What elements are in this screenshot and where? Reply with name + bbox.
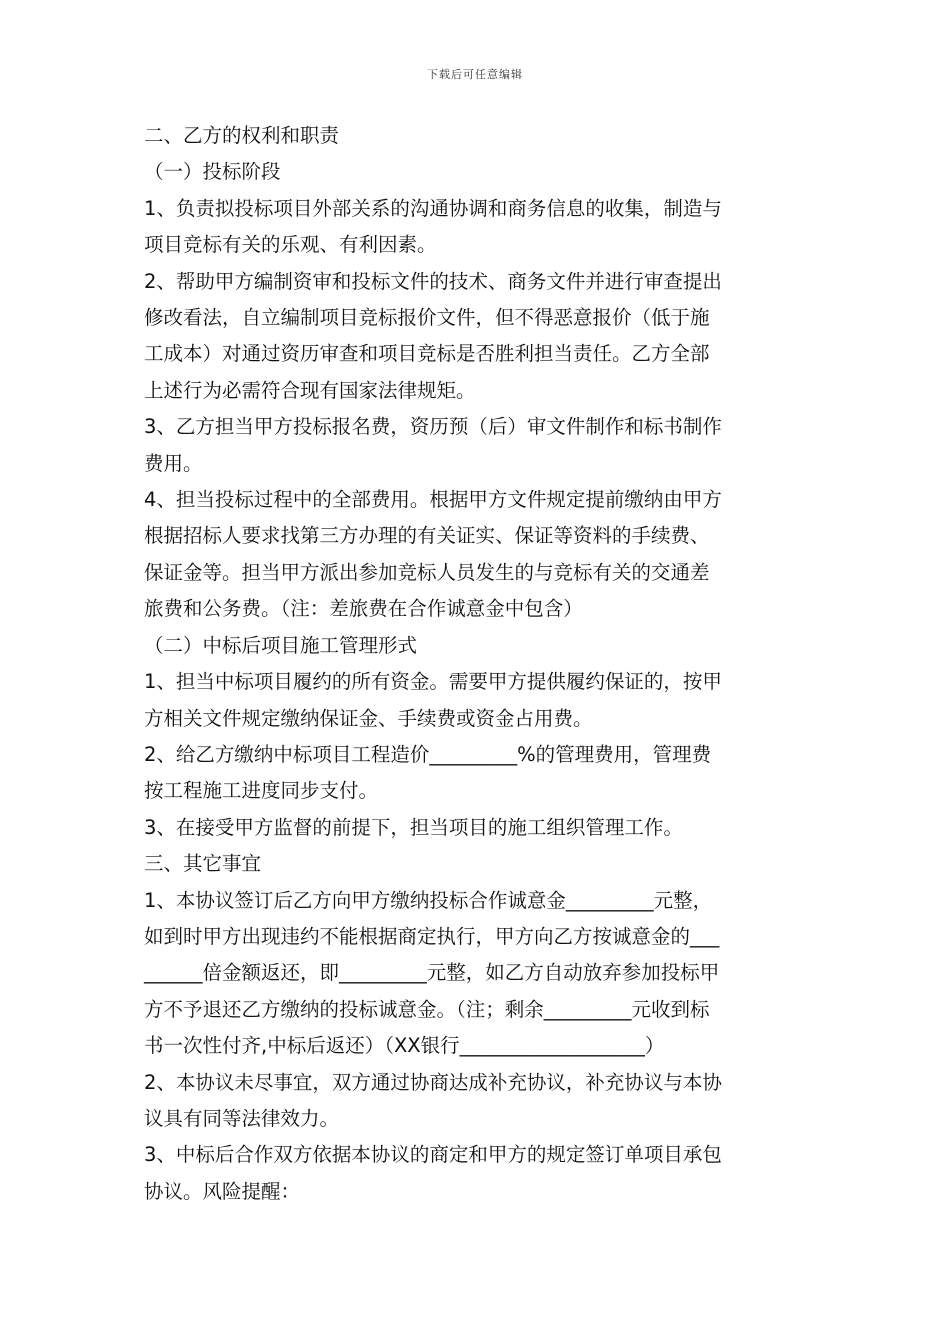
text-line: 3、在接受甲方监督的前提下，担当项目的施工组织管理工作。 (144, 815, 683, 839)
text-line: 上述行为必需符合现有国家法律规矩。 (144, 378, 476, 402)
text-line: 1、担当中标项目履约的所有资金。需要甲方提供履约保证的，按甲 (144, 670, 722, 694)
text-line: （一）投标阶段 (144, 160, 281, 184)
text-line: 按工程施工进度同步支付。 (144, 779, 379, 803)
text-line: 方不予退还乙方缴纳的投标诚意金。（注；剩余_________元收到标 (144, 997, 710, 1021)
text-line: 议具有同等法律效力。 (144, 1106, 340, 1130)
text-line: 2、本协议未尽事宜，双方通过协商达成补充协议，补充协议与本协 (144, 1070, 722, 1094)
text-line: 2、帮助甲方编制资审和投标文件的技术、商务文件并进行审查提出 (144, 269, 722, 293)
text-line: ______倍金额返还，即_________元整，如乙方自动放弃参加投标甲 (144, 961, 720, 985)
text-line: 旅费和公务费。（注：差旅费在合作诚意金中包含） (144, 597, 583, 621)
text-line: 3、中标后合作双方依据本协议的商定和甲方的规定签订单项目承包 (144, 1143, 722, 1167)
text-line: 根据招标人要求找第三方办理的有关证实、保证等资料的手续费、 (144, 524, 710, 548)
text-line: 保证金等。担当甲方派出参加竞标人员发生的与竞标有关的交通差 (144, 560, 710, 584)
text-line: 二、乙方的权利和职责 (144, 124, 340, 147)
text-line: 3、乙方担当甲方投标报名费，资历预（后）审文件制作和标书制作 (144, 415, 722, 439)
page-header: 下载后可任意编辑 (427, 68, 523, 81)
text-line: 如到时甲方出现违约不能根据商定执行，甲方向乙方按诚意金的___ (144, 924, 720, 948)
text-line: 项目竞标有关的乐观、有利因素。 (144, 233, 437, 257)
text-line: 修改看法，自立编制项目竞标报价文件，但不得恶意报价（低于施 (144, 306, 710, 330)
text-line: 协议。风险提醒： (144, 1179, 301, 1203)
text-line: 方相关文件规定缴纳保证金、手续费或资金占用费。 (144, 706, 593, 730)
text-line: 4、担当投标过程中的全部费用。根据甲方文件规定提前缴纳由甲方 (144, 488, 722, 512)
text-line: 1、负责拟投标项目外部关系的沟通协调和商务信息的收集，制造与 (144, 196, 722, 220)
text-line: 1、本协议签订后乙方向甲方缴纳投标合作诚意金_________元整， (144, 888, 713, 912)
text-line: （二）中标后项目施工管理形式 (144, 633, 418, 657)
text-line: 工成本）对通过资历审查和项目竞标是否胜利担当责任。乙方全部 (144, 342, 710, 366)
document-body (144, 118, 812, 1210)
text-line: 2、给乙方缴纳中标项目工程造价_________%的管理费用，管理费 (144, 742, 712, 766)
text-line: 三、其它事宜 (144, 852, 262, 876)
text-line: 书一次性付齐,中标后返还）（XX银行___________________） (144, 1034, 665, 1058)
text-line: 费用。 (144, 451, 203, 475)
